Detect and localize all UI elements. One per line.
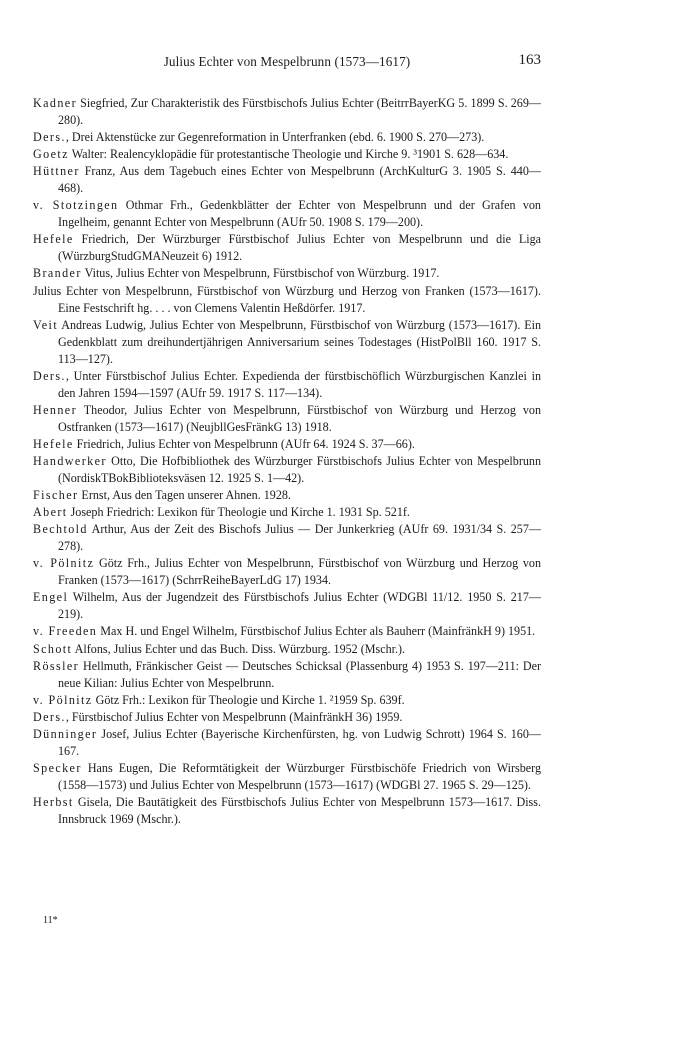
entry-author: Brander: [33, 266, 82, 281]
entry-text: Andreas Ludwig, Julius Echter von Mespelbrunn, Fürstbischof von Würzburg (1573—1617). Ein Gedenkblatt zum dreihundertjährigen Anniversarium seines Todestages (HistPolBll 160. 1917 S. 113—127).: [58, 317, 541, 366]
bibliography-entry: [33, 760, 541, 794]
entry-text: Wilhelm, Aus der Jugendzeit des Fürstbischofs Julius Echter (WDGBl 11/12. 1950 S. 217—219).: [58, 590, 541, 622]
entry-author: Ders.: [33, 368, 66, 383]
bibliography-entry: [33, 641, 541, 658]
bibliography-entry: [33, 453, 541, 487]
entry-author: Goetz: [33, 147, 69, 162]
entry-author: Rössler: [33, 658, 80, 673]
entry-author: Abert: [33, 505, 68, 520]
entry-author: Ders.: [33, 709, 66, 724]
entry-text: Gisela, Die Bautätigkeit des Fürstbischofs Julius Echter von Mespelbrunn 1573—1617. Diss. Innsbruck 1969 (Mschr.).: [58, 794, 541, 826]
signature-mark: 11*: [43, 915, 58, 926]
bibliography-entry: [33, 658, 541, 692]
entry-author: Henner: [33, 402, 77, 417]
entry-author: v. Pölnitz: [33, 556, 95, 571]
bibliography-entry: [33, 623, 541, 640]
bibliography-entry: [33, 402, 541, 436]
entry-text: Friedrich, Der Würzburger Fürstbischof Julius Echter von Mespelbrunn und die Liga (WürzburgStudGMANeuzeit 6) 1912.: [58, 232, 541, 264]
bibliography-list: [33, 95, 541, 828]
running-title: Julius Echter von Mespelbrunn (1573—1617): [163, 54, 411, 69]
entry-text: Ernst, Aus den Tagen unserer Ahnen. 1928.: [78, 488, 291, 503]
entry-text: , Fürstbischof Julius Echter von Mespelbrunn (MainfränkH 36) 1959.: [65, 709, 403, 724]
entry-author: Herbst: [33, 794, 74, 809]
entry-text: Otto, Die Hofbibliothek des Würzburger Fürstbischofs Julius Echter von Mespelbrunn (NordiskTBokBiblioteksväsen 12. 1925 S. 1—42).: [58, 453, 541, 486]
bibliography-entry: [33, 265, 541, 282]
bibliography-entry: [33, 589, 541, 623]
entry-text: Siegfried, Zur Charakteristik des Fürstbischofs Julius Echter (BeitrrBayerKG 5. 1899 S. 269—280).: [58, 96, 541, 128]
entry-text: Max H. und Engel Wilhelm, Fürstbischof Julius Echter als Bauherr (MainfränkH 9) 1951.: [97, 624, 536, 639]
bibliography-entry: [33, 692, 541, 709]
bibliography-entry: [33, 436, 541, 453]
entry-text: Julius Echter von Mespelbrunn, Fürstbischof von Würzburg und Herzog von Franken (1573—1617). Eine Festschrift hg. . . . von Clemens Valentin Heßdörfer. 1917.: [33, 283, 541, 315]
bibliography-entry: [33, 521, 541, 555]
entry-author: Engel: [33, 590, 69, 605]
page-number: 163: [518, 52, 541, 68]
page-header: [33, 54, 541, 74]
bibliography-entry: [33, 504, 541, 521]
entry-author: Kadner: [33, 96, 77, 110]
entry-text: Theodor, Julius Echter von Mespelbrunn, Fürstbischof von Würzburg und Herzog von Ostfranken (1573—1617) (NeujbllGesFränkG 13) 1918.: [58, 402, 541, 434]
entry-author: Ders.: [33, 130, 66, 145]
entry-author: Bechtold: [33, 522, 88, 537]
entry-text: Franz, Aus dem Tagebuch eines Echter von Mespelbrunn (ArchKulturG 3. 1905 S. 440—468).: [58, 164, 541, 196]
bibliography-entry: [33, 487, 541, 504]
bibliography-entry: [33, 95, 541, 129]
entry-text: , Drei Aktenstücke zur Gegenreformation in Unterfranken (ebd. 6. 1900 S. 270—273).: [65, 130, 485, 145]
entry-text: Vitus, Julius Echter von Mespelbrunn, Fürstbischof von Würzburg. 1917.: [81, 266, 440, 281]
entry-author: Veit: [33, 317, 59, 332]
entry-author: Hefele: [33, 232, 74, 247]
entry-text: Arthur, Aus der Zeit des Bischofs Julius — Der Junkerkrieg (AUfr 69. 1931/34 S. 257—278).: [58, 522, 541, 554]
bibliography-entry: [33, 129, 541, 146]
bibliography-entry: [33, 555, 541, 589]
entry-text: Josef, Julius Echter (Bayerische Kirchenfürsten, hg. von Ludwig Schrott) 1964 S. 160—167.: [58, 726, 541, 758]
bibliography-entry: [33, 146, 541, 163]
entry-author: Handwerker: [33, 453, 107, 468]
entry-author: v. Stotzingen: [33, 198, 119, 213]
entry-text: Hellmuth, Fränkischer Geist — Deutsches Schicksal (Plassenburg 4) 1953 S. 197—211: Der neue Kilian: Julius Echter von Mespelbrunn.: [58, 658, 541, 690]
bibliography-entry: [33, 794, 541, 828]
entry-author: Schott: [33, 641, 73, 656]
bibliography-entry: [33, 163, 541, 197]
bibliography-entry: [33, 317, 541, 368]
entry-author: v. Freeden: [33, 624, 98, 639]
entry-text: Hans Eugen, Die Reformtätigkeit der Würzburger Fürstbischöfe Friedrich von Wirsberg (1558—1573) und Julius Echter von Mespelbrunn (1573—1617) (WDGBl 27. 1965 S. 29—125).: [58, 760, 541, 792]
bibliography-entry: [33, 231, 541, 265]
entry-author: Fischer: [33, 488, 79, 503]
entry-author: Dünninger: [33, 726, 98, 741]
entry-text: Othmar Frh., Gedenkblätter der Echter von Mespelbrunn und der Grafen von Ingelheim, genannt Echter von Mespelbrunn (AUfr 50. 1908 S. 179—200).: [58, 198, 541, 230]
entry-author: v. Pölnitz: [33, 692, 93, 707]
bibliography-entry: [33, 283, 541, 317]
bibliography-entry: [33, 368, 541, 402]
entry-text: , Unter Fürstbischof Julius Echter. Expedienda der fürstbischöflich Würzburgischen Kanzlei in den Jahren 1594—1597 (AUfr 59. 1917 S. 117—134).: [58, 368, 541, 400]
entry-author: Hüttner: [33, 164, 80, 179]
entry-text: Friedrich, Julius Echter von Mespelbrunn (AUfr 64. 1924 S. 37—66).: [73, 436, 415, 451]
entry-author: Specker: [33, 760, 82, 775]
entry-text: Götz Frh.: Lexikon für Theologie und Kirche 1. ²1959 Sp. 639f.: [92, 692, 405, 707]
entry-author: Hefele: [33, 436, 74, 451]
bibliography-entry: [33, 197, 541, 231]
entry-text: Götz Frh., Julius Echter von Mespelbrunn, Fürstbischof von Würzburg und Herzog von Franken (1573—1617) (SchrrReiheBayerLdG 17) 1934.: [58, 556, 541, 588]
bibliography-entry: [33, 726, 541, 760]
entry-text: Alfons, Julius Echter und das Buch. Diss. Würzburg. 1952 (Mschr.).: [72, 641, 406, 656]
bibliography-entry: [33, 709, 541, 726]
entry-text: Walter: Realencyklopädie für protestantische Theologie und Kirche 9. ³1901 S. 628—634.: [68, 147, 509, 162]
entry-text: Joseph Friedrich: Lexikon für Theologie und Kirche 1. 1931 Sp. 521f.: [67, 505, 410, 520]
